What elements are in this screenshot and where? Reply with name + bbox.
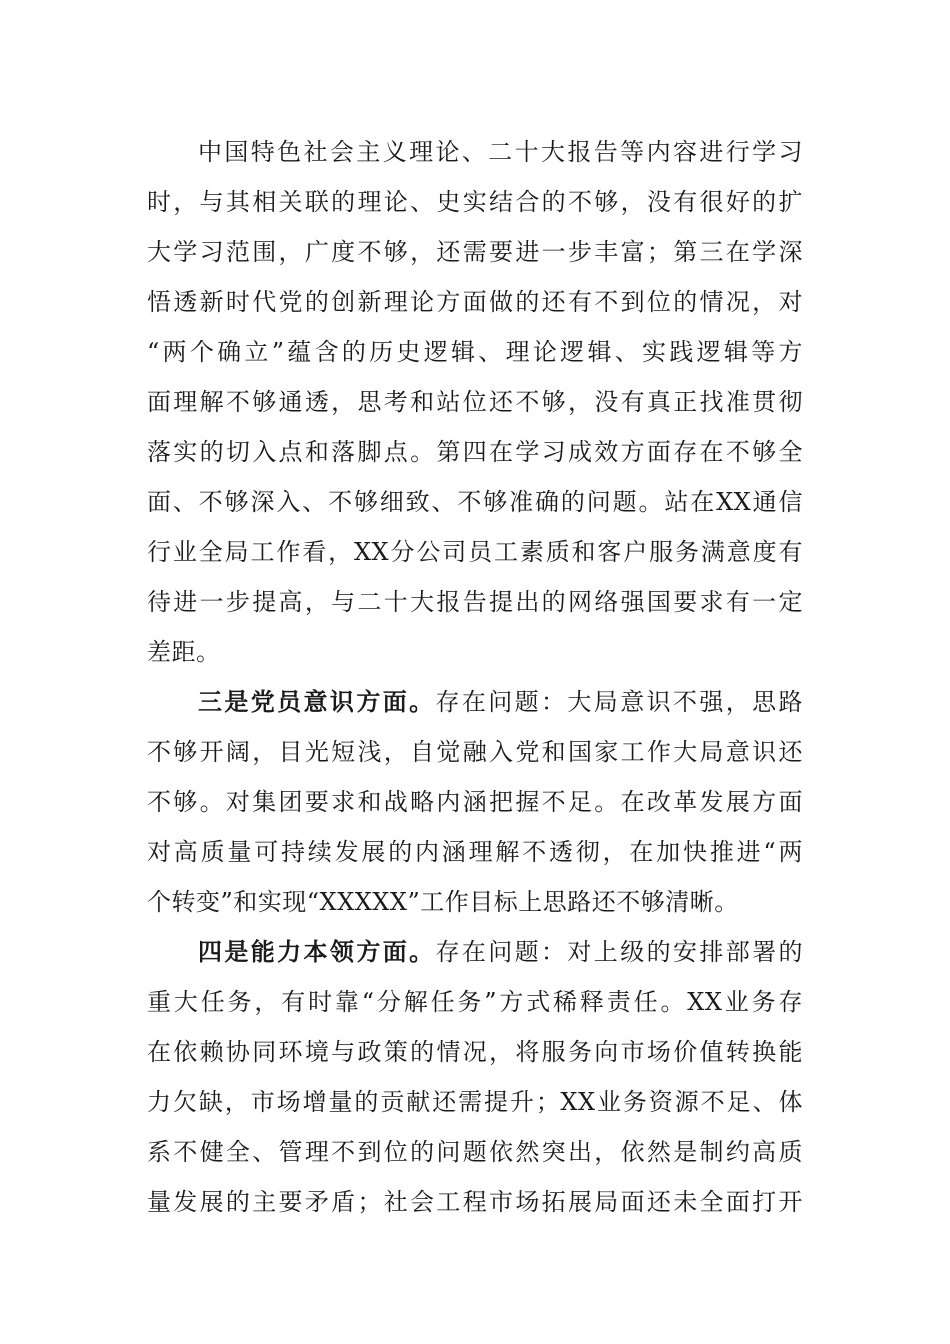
paragraph-2-first-line: [198, 682, 803, 722]
paragraph-1-line: 行业全局工作看，XX分公司员工素质和客户服务满意度有: [147, 538, 803, 566]
paragraph-2-first-line-text: 存在问题：大局意识不强，思路: [435, 688, 804, 716]
paragraph-3-line: 系不健全、管理不到位的问题依然突出，依然是制约高质: [147, 1138, 803, 1166]
paragraph-1-line: 差距。: [147, 638, 221, 666]
paragraph-1-line: 待进一步提高，与二十大报告提出的网络强国要求有一定: [147, 588, 803, 616]
paragraph-1-line: 落实的切入点和落脚点。第四在学习成效方面存在不够全: [147, 438, 803, 466]
paragraph-3-line: 重大任务，有时靠“分解任务”方式稀释责任。XX业务存: [147, 988, 803, 1016]
paragraph-1-line: 悟透新时代党的创新理论方面做的还有不到位的情况，对: [147, 288, 803, 316]
paragraph-2-line: 个转变”和实现“XXXXX”工作目标上思路还不够清晰。: [147, 888, 739, 916]
paragraph-3-line: 在依赖协同环境与政策的情况，将服务向市场价值转换能: [147, 1038, 803, 1066]
paragraph-1-line: 中国特色社会主义理论、二十大报告等内容进行学习: [198, 138, 803, 166]
paragraph-3-line: 力欠缺，市场增量的贡献还需提升；XX业务资源不足、体: [147, 1088, 803, 1116]
paragraph-3-first-line: [198, 932, 803, 972]
paragraph-1-line: 面、不够深入、不够细致、不够准确的问题。站在XX通信: [147, 488, 803, 516]
paragraph-1-line: 大学习范围，广度不够，还需要进一步丰富；第三在学深: [147, 238, 803, 266]
paragraph-1-line: “两个确立”蕴含的历史逻辑、理论逻辑、实践逻辑等方: [147, 338, 803, 366]
paragraph-3-line: 量发展的主要矛盾；社会工程市场拓展局面还未全面打开: [147, 1188, 803, 1216]
paragraph-2-line: 不够。对集团要求和战略内涵把握不足。在改革发展方面: [147, 788, 803, 816]
paragraph-2-line: 对高质量可持续发展的内涵理解不透彻，在加快推进“两: [147, 838, 803, 866]
paragraph-1-line: 时，与其相关联的理论、史实结合的不够，没有很好的扩: [147, 188, 803, 216]
paragraph-2-heading: 三是党员意识方面。: [198, 687, 436, 716]
paragraph-1-line: 面理解不够通透，思考和站位还不够，没有真正找准贯彻: [147, 388, 803, 416]
paragraph-3-first-line-text: 存在问题：对上级的安排部署的: [435, 938, 804, 966]
paragraph-2-line: 不够开阔，目光短浅，自觉融入党和国家工作大局意识还: [147, 738, 803, 766]
paragraph-3-heading: 四是能力本领方面。: [198, 937, 436, 966]
